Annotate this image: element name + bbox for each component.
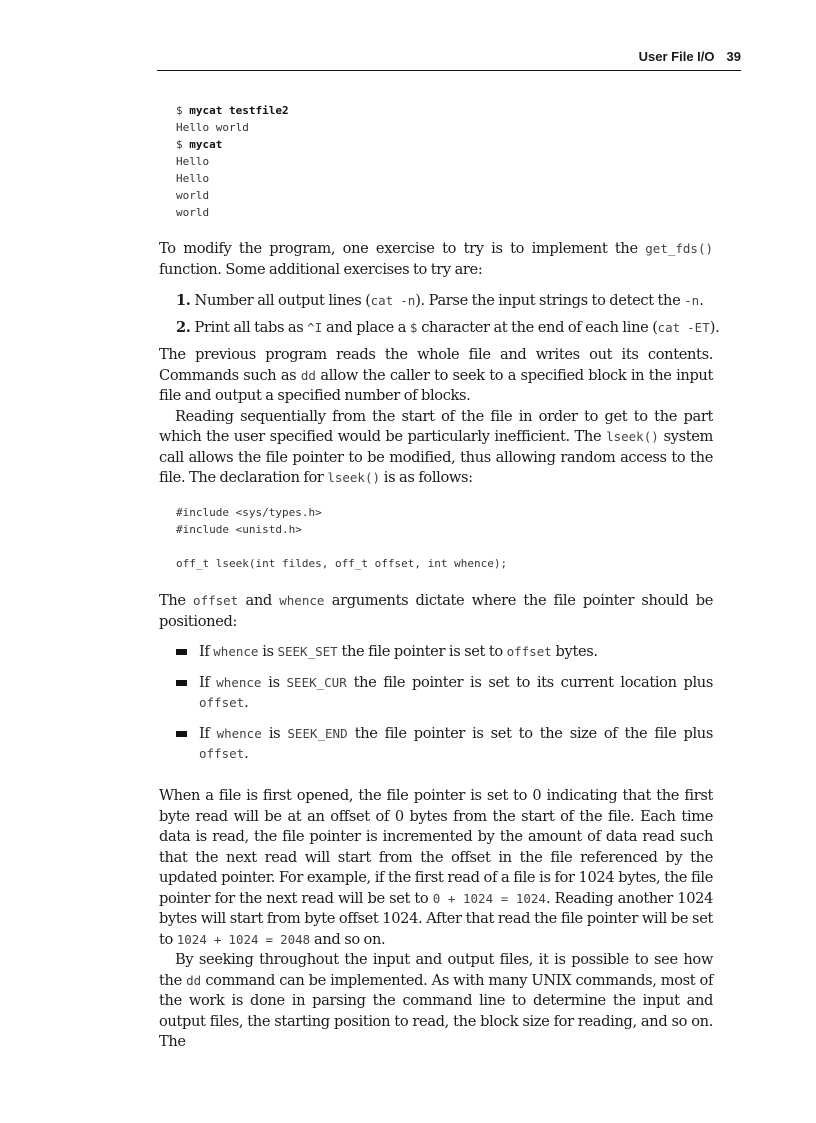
running-header xyxy=(157,48,741,71)
whence-list xyxy=(176,642,713,775)
output-line: world xyxy=(176,189,210,202)
page-number: 39 xyxy=(726,49,741,64)
list-item: 1. Number all output lines (cat -n). Parse the input strings to detect the -n. xyxy=(176,292,704,309)
paragraph: Reading sequentially from the start of the file in order to get to the part which the user specified would be particularly inefficient. The lseek() system call allows the file pointer to be modified, thus allowing random access to the file. The declaration for lseek() is as follows: xyxy=(159,407,713,486)
bullet-icon xyxy=(176,649,187,655)
list-item: If whence is SEEK_CUR the file pointer is set to its current location plus offset. xyxy=(176,673,713,714)
paragraph-file-pointer xyxy=(159,786,713,1053)
lseek-declaration: #include <sys/types.h> #include <unistd.h> off_t lseek(int fildes, off_t offset, int whence); xyxy=(176,506,508,570)
paragraph: By seeking throughout the input and output files, it is possible to see how the dd command can be implemented. As with many UNIX commands, most of the work is done in parsing the command line to determine the input and output files, the starting position to read, the block size for reading, and so on. The xyxy=(159,951,714,1050)
paragraph-offset-whence: The offset and whence arguments dictate where the file pointer should be positioned: xyxy=(159,592,713,630)
command: mycat testfile2 xyxy=(189,104,289,117)
paragraph-exercises-intro: To modify the program, one exercise to try is to implement the get_fds() function. Some additional exercises to try are: xyxy=(159,240,713,278)
output-line: Hello world xyxy=(176,121,249,134)
terminal-example: $ mycat testfile2 Hello world $ mycat Hello Hello world world xyxy=(176,104,289,219)
bullet-icon xyxy=(176,731,187,737)
paragraph: The previous program reads the whole file and writes out its contents. Commands such as dd allow the caller to seek to a specified block in the input file and output a specified number of blocks. xyxy=(159,346,713,404)
header-title: User File I/O xyxy=(638,49,715,64)
bullet-icon xyxy=(176,680,187,686)
output-line: world xyxy=(176,206,210,219)
output-line: Hello xyxy=(176,155,210,168)
list-item: If whence is SEEK_END the file pointer is set to the size of the file plus offset. xyxy=(176,724,713,765)
list-item: 2. Print all tabs as ^I and place a $ character at the end of each line (cat -ET). xyxy=(176,318,720,336)
list-item: If whence is SEEK_SET the file pointer is set to offset bytes. xyxy=(176,642,713,663)
paragraph-lseek-intro xyxy=(159,345,713,489)
exercise-list xyxy=(176,291,720,344)
output-line: Hello xyxy=(176,172,210,185)
command: mycat xyxy=(189,138,223,151)
paragraph: When a file is first opened, the file pointer is set to 0 indicating that the first byte read will be at an offset of 0 bytes from the start of the file. Each time data is read, the file pointer is incremented by the amount of data read such that the next read will start from the offset in the file referenced by the updated pointer. For example, if the first read of a file is for 1024 bytes, the file pointer for the next read will be set to 0 + 1024 = 1024. Reading another 1024 bytes will start from byte offset 1024. After that read the file pointer will be set to 1024 + 1024 = 2048 and so on. xyxy=(159,787,713,948)
